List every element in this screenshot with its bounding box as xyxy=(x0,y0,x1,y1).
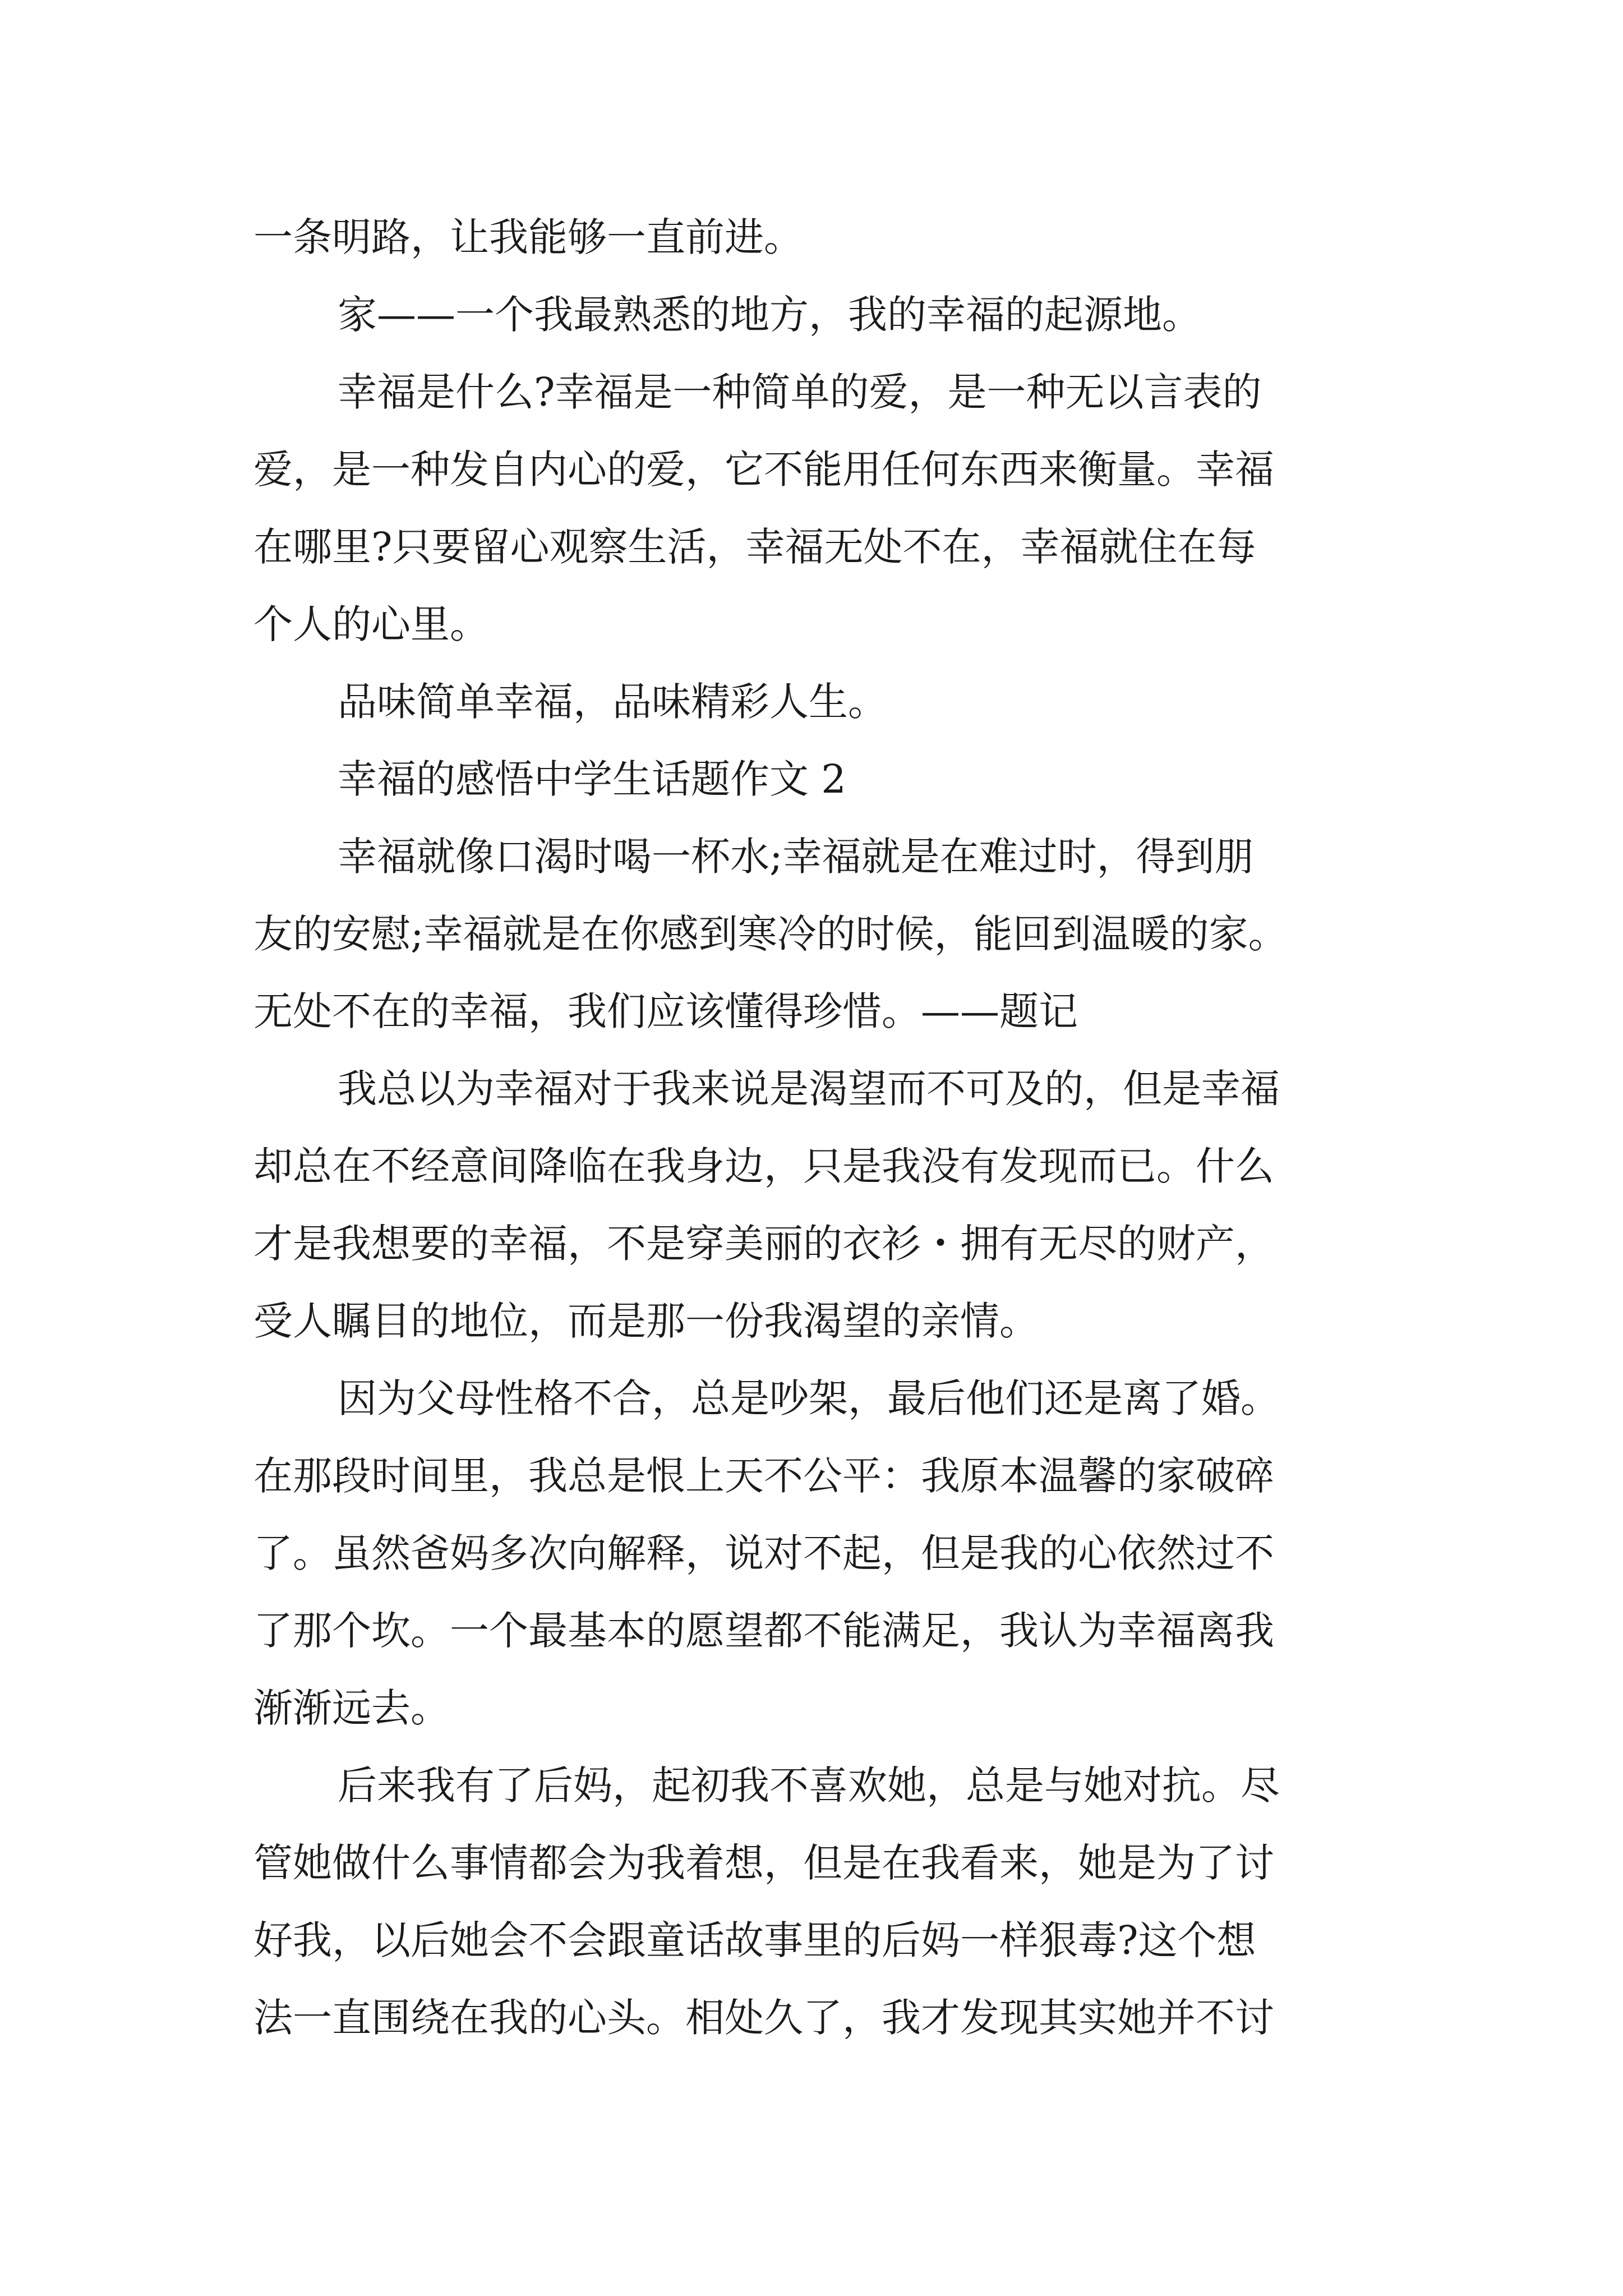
text-line: 却总在不经意间降临在我身边，只是我没有发现而已。什么 xyxy=(253,1143,1274,1189)
text-line: 在那段时间里，我总是恨上天不公平：我原本温馨的家破碎 xyxy=(253,1453,1274,1499)
text-line: 渐渐远去。 xyxy=(253,1685,450,1731)
text-line: 才是我想要的幸福，不是穿美丽的衣衫・拥有无尽的财产， xyxy=(253,1221,1274,1267)
text-line: 后来我有了后妈，起初我不喜欢她，总是与她对抗。尽 xyxy=(338,1763,1280,1809)
document-body xyxy=(253,199,1442,2056)
text-line: 因为父母性格不合，总是吵架，最后他们还是离了婚。 xyxy=(338,1375,1280,1421)
text-line: 了那个坎。一个最基本的愿望都不能满足，我认为幸福离我 xyxy=(253,1608,1274,1654)
text-line: 友的安慰;幸福就是在你感到寒冷的时候，能回到温暖的家。 xyxy=(253,911,1288,957)
text-line: 幸福就像口渴时喝一杯水;幸福就是在难过时，得到朋 xyxy=(338,834,1254,880)
text-line: 我总以为幸福对于我来说是渴望而不可及的，但是幸福 xyxy=(338,1066,1280,1112)
text-line: 幸福是什么?幸福是一种简单的爱，是一种无以言表的 xyxy=(338,369,1262,415)
text-line: 受人瞩目的地位，而是那一份我渴望的亲情。 xyxy=(253,1298,1039,1344)
text-line: 好我，以后她会不会跟童话故事里的后妈一样狠毒?这个想 xyxy=(253,1917,1256,1963)
text-line: 爱，是一种发自内心的爱，它不能用任何东西来衡量。幸福 xyxy=(253,447,1274,493)
text-line: 一条明路，让我能够一直前进。 xyxy=(253,214,803,260)
text-line: 个人的心里。 xyxy=(253,601,489,647)
text-line: 品味简单幸福，品味精彩人生。 xyxy=(338,679,887,725)
text-line: 管她做什么事情都会为我着想，但是在我看来，她是为了讨 xyxy=(253,1840,1274,1886)
text-line: 法一直围绕在我的心头。相处久了，我才发现其实她并不讨 xyxy=(253,1995,1274,2041)
text-line: 在哪里?只要留心观察生活，幸福无处不在，幸福就住在每 xyxy=(253,524,1256,570)
text-line: 了。虽然爸妈多次向解释，说对不起，但是我的心依然过不 xyxy=(253,1530,1274,1576)
section-heading: 幸福的感悟中学生话题作文 2 xyxy=(338,756,846,802)
text-line: 无处不在的幸福，我们应该懂得珍惜。——题记 xyxy=(253,988,1078,1034)
text-line: 家——一个我最熟悉的地方，我的幸福的起源地。 xyxy=(338,292,1201,338)
